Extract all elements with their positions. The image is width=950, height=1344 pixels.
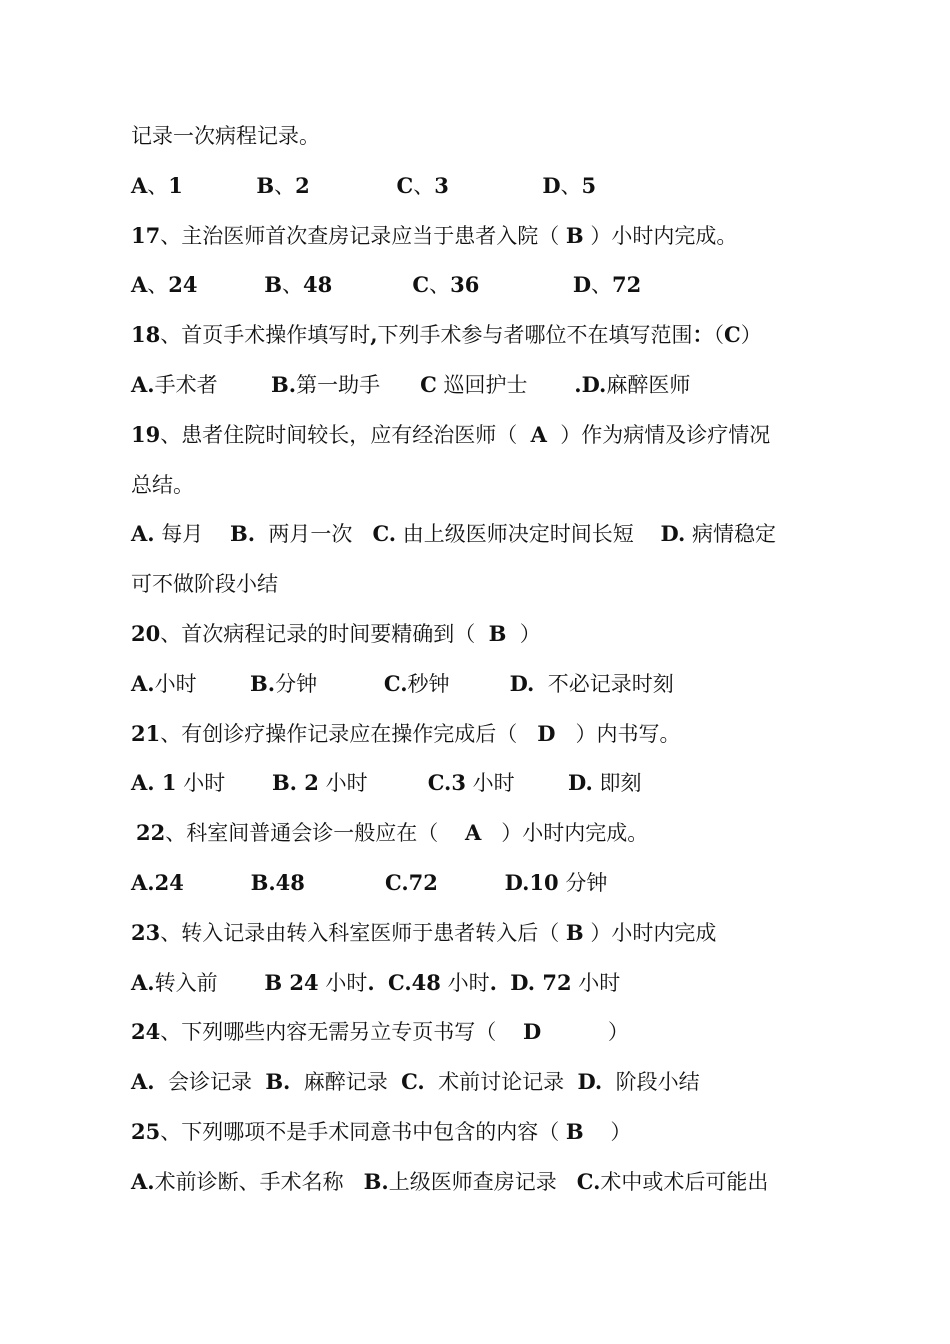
text-segment: 小时 <box>318 970 368 995</box>
text-segment: 可不做阶段小结 <box>131 572 278 597</box>
text-line <box>131 421 770 449</box>
text-segment: 秒钟 <box>407 671 510 696</box>
bold-text: , <box>370 322 378 348</box>
text-segment: 麻醉医师 <box>606 373 691 397</box>
bold-text: 5 <box>581 172 597 198</box>
text-segment <box>375 971 388 995</box>
text-segment: 、下列哪项不是手术同意书中包含的内容（ <box>160 1120 566 1144</box>
bold-text: C.72 <box>385 870 438 895</box>
bold-text: D. 72 <box>510 969 572 995</box>
bold-text: B. <box>271 372 297 397</box>
bold-text: C <box>724 322 741 348</box>
bold-text: A <box>131 272 148 298</box>
bold-text: B <box>488 621 507 646</box>
bold-text: .D. <box>574 372 607 397</box>
bold-text: D. <box>509 670 535 696</box>
text-segment: ） <box>541 1020 629 1045</box>
text-segment: 下列手术参与者哪位不在填写范围 <box>377 323 693 348</box>
text-segment: ）小时内完成 <box>583 920 717 945</box>
text-segment: ）小时内完成。 <box>481 821 649 846</box>
bold-text: C. <box>401 1069 425 1095</box>
bold-text: C. <box>372 521 397 547</box>
bold-text: 19 <box>131 421 161 447</box>
bold-text: C. <box>576 1168 601 1194</box>
bold-text: C <box>412 272 430 298</box>
bold-text: B. <box>250 670 276 696</box>
text-segment: 、 <box>413 173 435 198</box>
text-segment: 、主治医师首次查房记录应当于患者入院（ <box>160 223 566 248</box>
bold-text: C. <box>383 670 408 696</box>
bold-text: 25 <box>131 1119 161 1144</box>
text-segment: 小时 <box>440 970 490 995</box>
bold-text: B.48 <box>250 870 305 895</box>
text-segment: 两月一次 <box>255 522 373 547</box>
text-segment: 、 <box>429 273 451 298</box>
bold-text: A. 1 <box>131 770 177 796</box>
text-line <box>131 520 776 548</box>
bold-text: C.3 <box>427 770 466 796</box>
text-segment: 巡回护士 <box>436 373 575 397</box>
bold-text: A. <box>131 521 155 547</box>
bold-text: . <box>367 969 375 995</box>
text-segment: 会诊记录 <box>154 1070 266 1095</box>
text-segment: 上级医师查房记录 <box>388 1169 577 1194</box>
text-line <box>131 1018 629 1046</box>
bold-text: ： <box>692 322 714 348</box>
bold-text: B <box>565 919 584 945</box>
text-line <box>131 271 641 299</box>
bold-text: A <box>131 172 148 198</box>
bold-text: 2 <box>295 172 310 198</box>
text-line <box>131 222 737 250</box>
text-segment: ） <box>740 323 762 348</box>
text-segment: 总结。 <box>131 472 194 497</box>
bold-text: B <box>565 222 584 248</box>
text-segment: 分钟 <box>558 871 608 895</box>
text-segment: 、 <box>591 273 613 298</box>
text-segment <box>497 971 510 995</box>
text-segment <box>438 871 505 895</box>
text-segment: 、有创诊疗操作记录应在操作完成后（ <box>160 721 538 746</box>
text-segment: （ <box>713 323 725 348</box>
text-segment: 由上级医师决定时间长短 <box>396 522 661 547</box>
bold-text: D. <box>568 770 593 796</box>
text-line <box>131 371 690 399</box>
text-segment: 、首页手术操作填写时 <box>160 323 371 348</box>
text-segment: 小时 <box>176 771 272 796</box>
bold-text: A <box>530 421 547 447</box>
text-line <box>131 122 320 150</box>
text-segment: 、 <box>274 173 296 198</box>
bold-text: D <box>542 172 561 198</box>
text-segment: 、转入记录由转入科室医师于患者转入后（ <box>160 920 566 945</box>
text-line <box>131 1118 631 1146</box>
text-segment: ） <box>506 622 541 646</box>
bold-text: D. <box>660 521 686 547</box>
bold-text: 22 <box>136 820 166 846</box>
text-segment <box>332 273 412 297</box>
bold-text: . <box>489 969 497 995</box>
text-line <box>131 919 716 947</box>
text-line <box>131 769 642 797</box>
text-segment: 分钟 <box>275 671 384 696</box>
text-segment: 、下列哪些内容无需另立专页书写（ <box>160 1020 523 1045</box>
text-line <box>131 321 762 349</box>
text-segment: 小时 <box>571 970 621 995</box>
text-line <box>131 172 596 200</box>
text-segment: 转入前 <box>154 970 265 995</box>
bold-text: D <box>572 272 592 298</box>
bold-text: C.48 <box>388 969 441 995</box>
text-segment: 、首次病程记录的时间要精确到（ <box>160 622 489 646</box>
bold-text: A. <box>131 969 155 995</box>
text-segment: 记录一次病程记录。 <box>131 124 320 148</box>
bold-text: 72 <box>612 272 642 298</box>
bold-text: B. <box>230 521 256 547</box>
text-line <box>131 1168 768 1196</box>
text-segment <box>310 174 397 198</box>
bold-text: 1 <box>168 172 183 198</box>
text-segment: 小时 <box>154 671 251 696</box>
bold-text: B <box>264 272 283 298</box>
text-segment <box>183 174 256 198</box>
text-line <box>131 471 194 499</box>
bold-text: C <box>396 172 414 198</box>
bold-text: A. <box>131 1069 155 1095</box>
bold-text: 17 <box>131 222 161 248</box>
bold-text: D <box>522 1019 542 1045</box>
text-segment: 、 <box>560 173 582 198</box>
bold-text: B. <box>363 1168 389 1194</box>
bold-text: A. <box>131 670 155 696</box>
bold-text: 18 <box>131 322 161 348</box>
text-segment: 手术者 <box>154 373 272 397</box>
text-segment: 术前诊断、手术名称 <box>154 1169 364 1194</box>
text-segment <box>449 174 542 198</box>
text-segment: 小时 <box>318 771 428 796</box>
bold-text: B. <box>265 1069 291 1095</box>
text-line <box>131 620 541 648</box>
text-segment: 每月 <box>154 522 230 547</box>
text-segment: 、 <box>147 173 169 198</box>
text-segment: 、患者住院时间较长，应有经治医师（ <box>160 422 531 447</box>
text-segment: ）内书写。 <box>555 721 681 746</box>
bold-text: B <box>565 1119 584 1144</box>
bold-text: 24 <box>131 1019 161 1045</box>
text-segment: ） <box>583 1120 632 1144</box>
text-segment <box>479 273 572 297</box>
text-line <box>131 1068 700 1096</box>
bold-text: D <box>537 720 556 746</box>
text-segment: 不必记录时刻 <box>534 671 674 696</box>
bold-text: A <box>464 820 482 846</box>
bold-text: 23 <box>131 919 161 945</box>
text-line <box>131 720 681 748</box>
bold-text: A. <box>131 1168 155 1194</box>
bold-text: C <box>420 372 437 397</box>
bold-text: B. 2 <box>271 770 319 796</box>
text-segment <box>198 273 265 297</box>
bold-text: D.10 <box>504 870 559 895</box>
text-line <box>131 969 620 997</box>
text-line <box>136 819 648 847</box>
text-segment: 小时 <box>465 771 569 796</box>
text-segment: 即刻 <box>592 771 642 796</box>
text-segment <box>305 871 385 895</box>
text-segment: ）小时内完成。 <box>583 223 738 248</box>
text-segment <box>184 871 251 895</box>
bold-text: 21 <box>131 720 161 746</box>
bold-text: 36 <box>450 272 480 298</box>
text-segment: 病情稳定 <box>685 522 776 547</box>
text-segment: 术前讨论记录 <box>424 1070 578 1095</box>
text-segment: 麻醉记录 <box>290 1070 402 1095</box>
bold-text: 24 <box>168 272 198 298</box>
bold-text: B <box>256 172 275 198</box>
bold-text: B 24 <box>264 969 319 995</box>
bold-text: A. <box>131 372 155 397</box>
bold-text: 48 <box>303 272 333 298</box>
text-line <box>131 670 674 698</box>
text-line <box>131 570 278 598</box>
text-line <box>131 869 607 897</box>
bold-text: 3 <box>434 172 449 198</box>
text-segment: 第一助手 <box>296 373 421 397</box>
text-segment: 、 <box>282 273 304 298</box>
text-segment: 阶段小结 <box>602 1070 700 1095</box>
bold-text: 20 <box>131 621 161 646</box>
text-segment: 、科室间普通会诊一般应在（ <box>165 821 465 846</box>
text-segment: 术中或术后可能出 <box>600 1169 769 1194</box>
text-segment: ）作为病情及诊疗情况 <box>546 422 771 447</box>
bold-text: A.24 <box>131 870 184 895</box>
bold-text: D. <box>577 1069 603 1095</box>
text-segment: 、 <box>147 273 169 298</box>
